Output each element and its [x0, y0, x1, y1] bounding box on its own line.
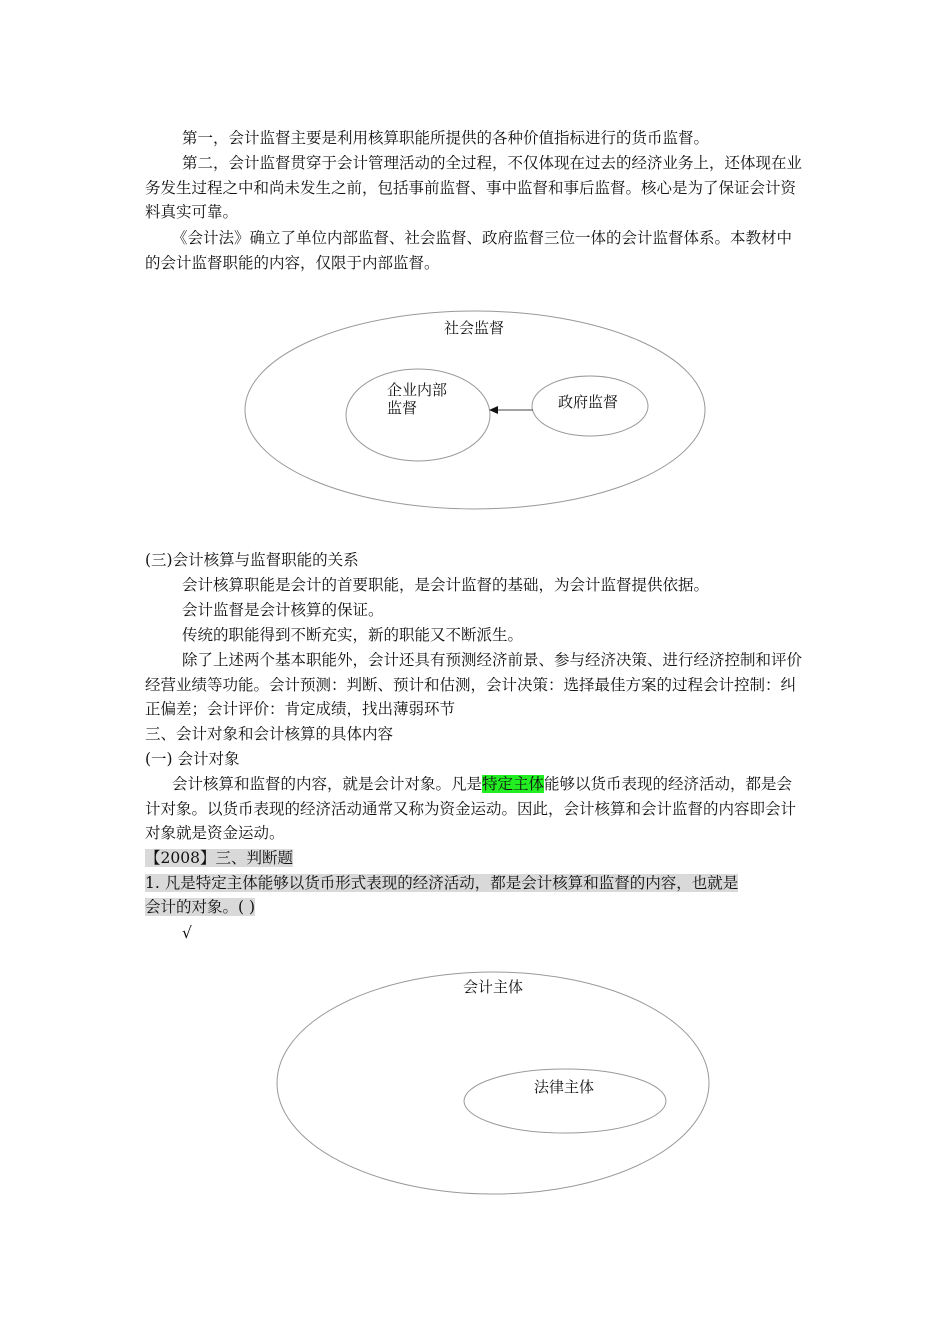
- supervision-system-diagram: [0, 300, 950, 520]
- paragraph-supervision-second: 第二，会计监督贯穿于会计管理活动的全过程，不仅体现在过去的经济业务上，还体现在业务发生过程之中和尚未发生之前，包括事前监督、事中监督和事后监督。核心是为了保证会计资料真实可靠。: [145, 154, 803, 222]
- paragraph-supervision-first: 第一，会计监督主要是利用核算职能所提供的各种价值指标进行的货币监督。: [182, 129, 710, 147]
- heading-accounting-object-content: 三、会计对象和会计核算的具体内容: [145, 725, 394, 743]
- accounting-entity-diagram: [0, 965, 950, 1205]
- paragraph-other-functions: 除了上述两个基本职能外，会计还具有预测经济前景、参与经济决策、进行经济控制和评价经营业绩等功能。会计预测：判断、预计和估测，会计决策：选择最佳方案的过程会计控制：纠正偏差；会计评价：肯定成绩，找出薄弱环节: [145, 651, 803, 719]
- paragraph-new-functions: 传统的职能得到不断充实，新的职能又不断派生。: [182, 626, 524, 644]
- exam-answer: √: [182, 924, 192, 942]
- object-text-after: 能够以货币表现的经济活动，都是会计对象。以货币表现的经济活动通常又称为资金运动。因此，会计核算和会计监督的内容即会计对象就是资金运动。: [145, 775, 797, 843]
- exam-question-line-1: 1. 凡是特定主体能够以货币形式表现的经济活动，都是会计核算和监督的内容，也就是: [145, 873, 739, 892]
- heading-function-relation: (三)会计核算与监督职能的关系: [145, 551, 359, 569]
- highlight-specific-entity: 特定主体: [482, 775, 545, 793]
- exam-question-block: [145, 846, 807, 920]
- government-supervision-label: 政府监督: [558, 393, 619, 411]
- legal-entity-label: 法律主体: [534, 1078, 595, 1096]
- accounting-entity-ellipse: [277, 972, 709, 1194]
- accounting-entity-label: 会计主体: [463, 978, 524, 996]
- social-supervision-label: 社会监督: [444, 319, 505, 337]
- social-supervision-ellipse: [245, 311, 705, 509]
- internal-supervision-label-2: 监督: [387, 399, 418, 417]
- paragraph-accounting-law: 《会计法》确立了单位内部监督、社会监督、政府监督三位一体的会计监督体系。本教材中的会计监督职能的内容，仅限于内部监督。: [145, 229, 793, 272]
- internal-supervision-label-1: 企业内部: [387, 381, 448, 399]
- object-text-before: 会计核算和监督的内容，就是会计对象。凡是: [172, 775, 483, 793]
- heading-accounting-object: (一) 会计对象: [145, 750, 240, 768]
- exam-question-line-2: 会计的对象。( ): [145, 898, 256, 917]
- paragraph-supervision-guarantee: 会计监督是会计核算的保证。: [182, 601, 384, 619]
- paragraph-core-function: 会计核算职能是会计的首要职能，是会计监督的基础，为会计监督提供依据。: [182, 576, 710, 594]
- paragraph-accounting-object: [145, 772, 807, 846]
- exam-tag: 【2008】三、判断题: [145, 849, 293, 867]
